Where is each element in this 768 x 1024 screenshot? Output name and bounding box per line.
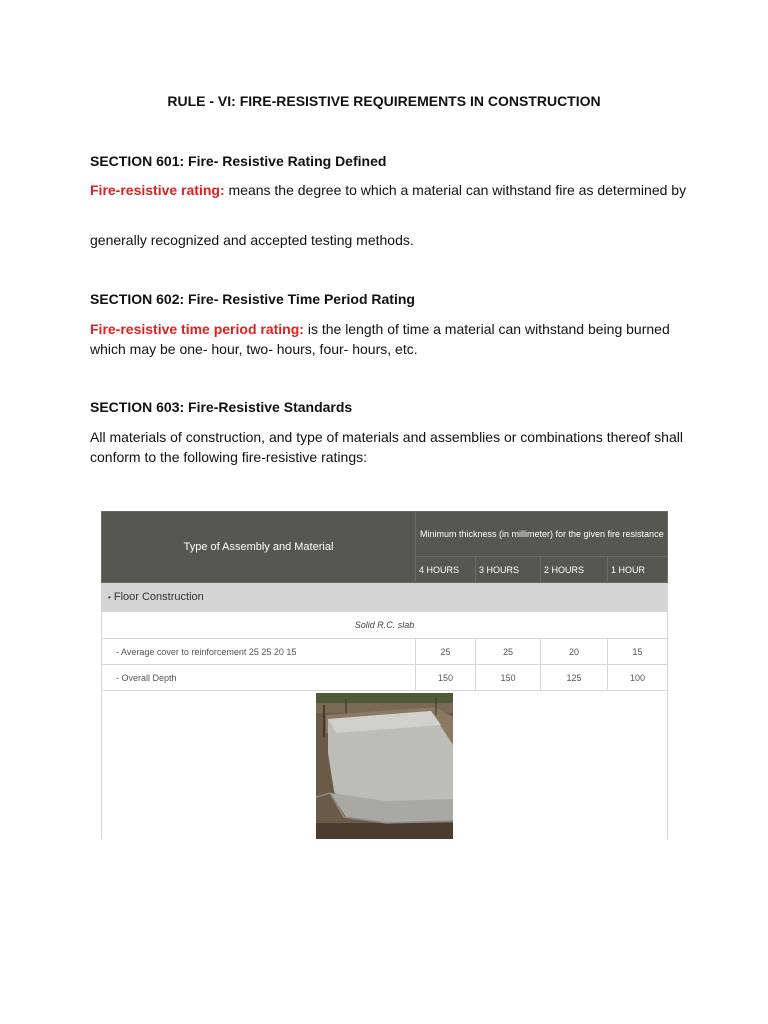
header-3-hours: 3 HOURS: [476, 557, 541, 583]
cell-value: 20: [541, 639, 608, 665]
cell-value: 150: [416, 665, 476, 691]
solid-rc-slab-label: Solid R.C. slab: [102, 612, 668, 639]
cell-value: 125: [541, 665, 608, 691]
header-4-hours: 4 HOURS: [416, 557, 476, 583]
definition-text: means the degree to which a material can withstand fire as determined by: [224, 182, 687, 198]
row-label-average-cover: - Average cover to reinforcement 25 25 20 15: [102, 639, 416, 665]
table-row: [102, 639, 668, 665]
image-cell: [102, 691, 668, 840]
fire-resistive-ratings-table: [101, 511, 668, 839]
row-label-overall-depth: - Overall Depth: [102, 665, 416, 691]
floor-construction-label: [102, 583, 416, 612]
cell-value: 25: [416, 639, 476, 665]
section-601-heading: SECTION 601: Fire- Resistive Rating Defined: [90, 153, 387, 169]
section-603-text: All materials of construction, and type of materials and assemblies or combinations thereof shall conform to the following fire-resistive ratings:: [90, 429, 683, 465]
section-602-heading: SECTION 602: Fire- Resistive Time Period Rating: [90, 291, 415, 307]
table-row-image: [102, 691, 668, 840]
bullet-icon: •: [108, 593, 111, 602]
section-601-definition: [90, 180, 690, 200]
header-minimum-thickness: Minimum thickness (in millimeter) for the given fire resistance: [416, 512, 668, 557]
header-2-hours: 2 HOURS: [541, 557, 608, 583]
table-row-subgroup: [102, 612, 668, 639]
page-title: RULE - VI: FIRE-RESISTIVE REQUIREMENTS IN CONSTRUCTION: [167, 93, 601, 109]
term-fire-resistive-time-period-rating: Fire-resistive time period rating:: [90, 321, 304, 337]
concrete-slab-photo: [316, 693, 453, 839]
cell-value: 25: [476, 639, 541, 665]
term-fire-resistive-rating: Fire-resistive rating:: [90, 182, 225, 198]
definition-text: is the length of time a material can withstand being burned which may be one- hour, two- hours, four- hours, etc.: [90, 321, 670, 357]
table-row: [102, 665, 668, 691]
cell-value: 100: [608, 665, 668, 691]
header-type-of-assembly: Type of Assembly and Material: [102, 512, 416, 583]
section-603-heading: SECTION 603: Fire-Resistive Standards: [90, 399, 353, 415]
floor-construction-text: Floor Construction: [113, 591, 204, 603]
header-1-hour: 1 HOUR: [608, 557, 668, 583]
cell-value: 15: [608, 639, 668, 665]
table-row-floor-construction: [102, 583, 668, 612]
cell-value: 150: [476, 665, 541, 691]
section-602-definition: [90, 319, 690, 359]
section-601-continuation: generally recognized and accepted testing methods.: [90, 232, 414, 248]
